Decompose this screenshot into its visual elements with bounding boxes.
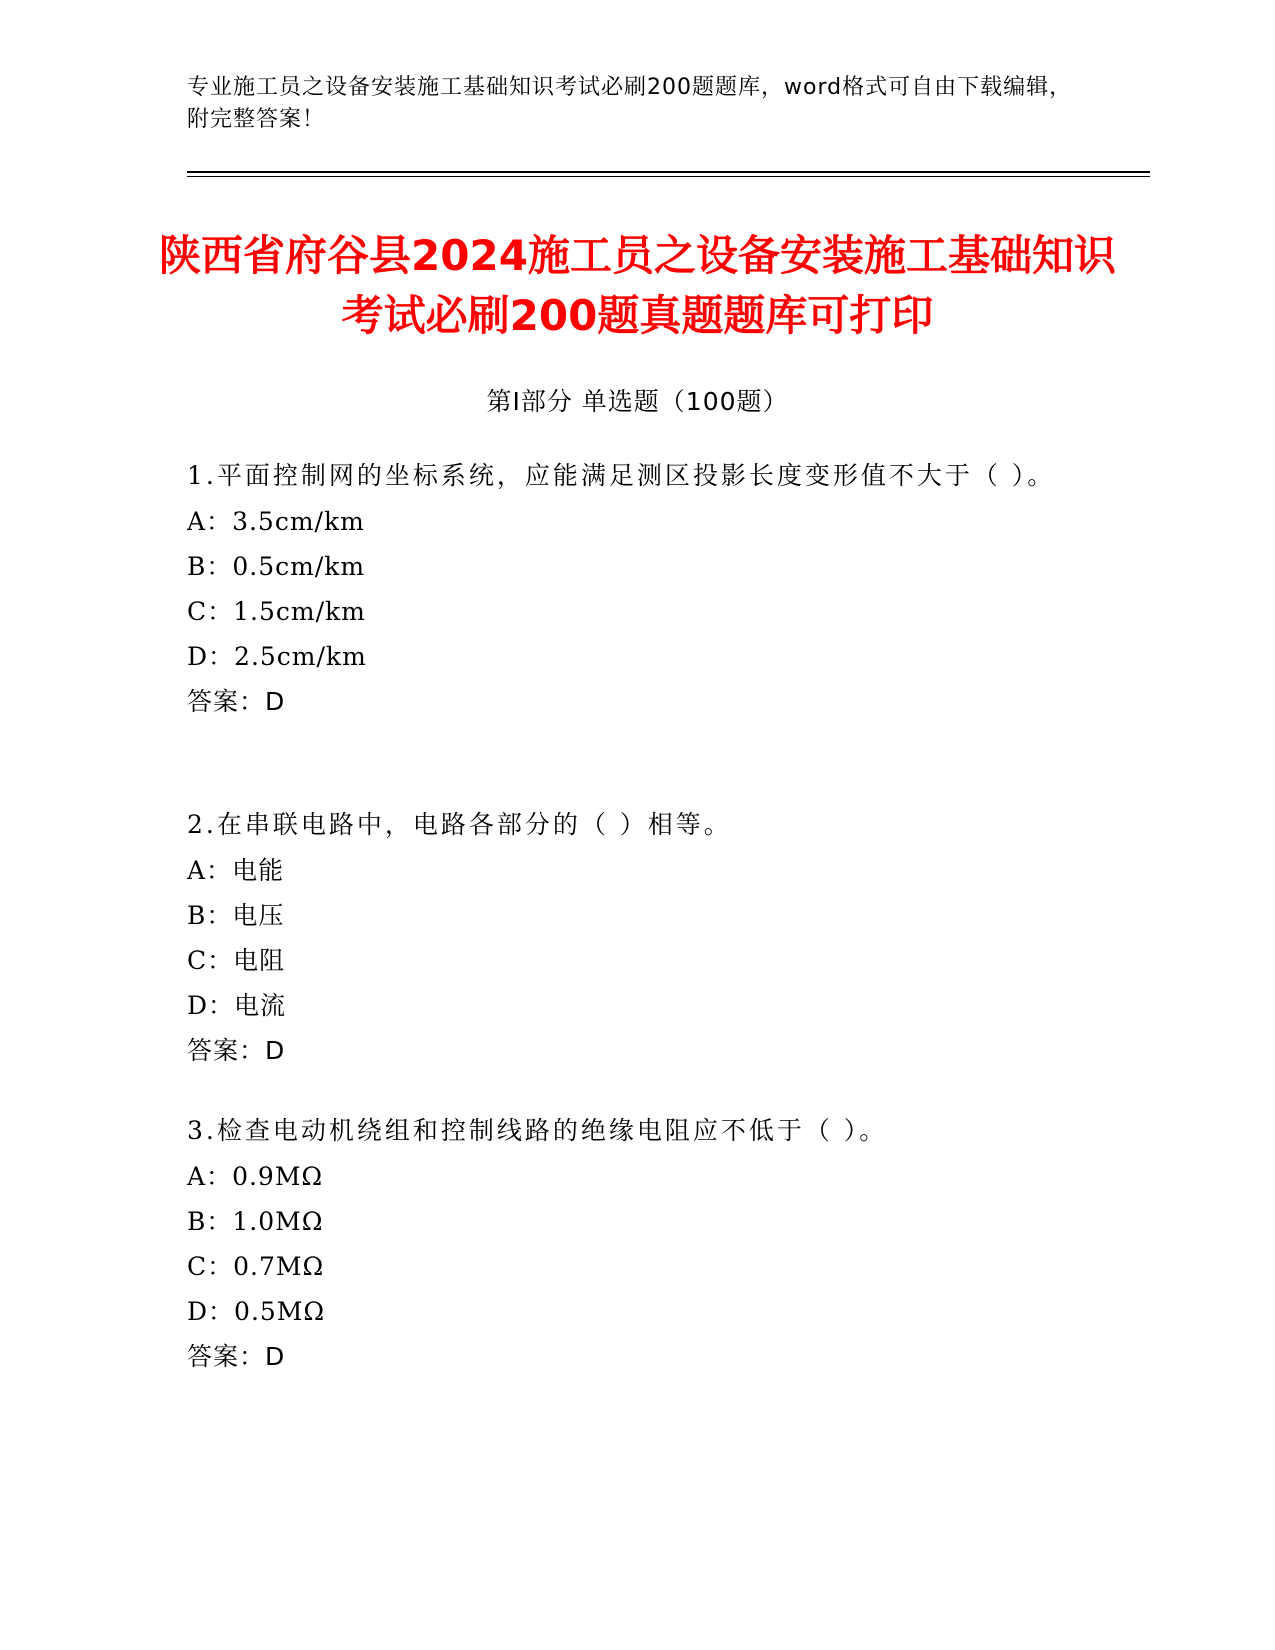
answer-value: D xyxy=(265,687,286,716)
document-title: 陕西省府谷县2024施工员之设备安装施工基础知识考试必刷200题真题题库可打印 xyxy=(159,231,1116,340)
question-stem: 2.在串联电路中，电路各部分的（ ）相等。 xyxy=(187,810,732,839)
option-d xyxy=(187,983,1087,1028)
option-text: 3.5cm/km xyxy=(232,507,365,536)
option-key: A： xyxy=(187,856,233,885)
option-b xyxy=(187,893,1087,938)
option-a xyxy=(187,1154,1087,1199)
option-b xyxy=(187,544,1087,589)
option-c xyxy=(187,938,1087,983)
header-divider-thin xyxy=(187,176,1150,177)
answer-value: D xyxy=(265,1036,286,1065)
question-stem: 1.平面控制网的坐标系统，应能满足测区投影长度变形值不大于（ ）。 xyxy=(187,461,1056,490)
option-text: 0.7MΩ xyxy=(233,1252,325,1281)
option-key: A： xyxy=(187,507,233,536)
option-text: 电流 xyxy=(234,991,287,1020)
header-note: 专业施工员之设备安装施工基础知识考试必刷200题题库，word格式可自由下载编辑，附完整答案！ xyxy=(187,75,1073,132)
option-text: 1.5cm/km xyxy=(233,597,366,626)
option-key: D： xyxy=(187,642,235,671)
option-d xyxy=(187,1289,1087,1334)
answer-line xyxy=(187,679,1087,725)
question-stem: 3.检查电动机绕组和控制线路的绝缘电阻应不低于（ ）。 xyxy=(187,1116,888,1145)
option-b xyxy=(187,1199,1087,1244)
option-text: 电压 xyxy=(232,901,285,930)
option-text: 电能 xyxy=(232,856,285,885)
option-key: A： xyxy=(187,1162,233,1191)
option-key: C： xyxy=(187,946,234,975)
option-c xyxy=(187,1244,1087,1289)
question-3 xyxy=(187,1108,1087,1380)
option-text: 0.5MΩ xyxy=(234,1297,326,1326)
answer-label: 答案： xyxy=(187,1342,266,1371)
answer-value: D xyxy=(265,1342,286,1371)
option-key: B： xyxy=(187,1207,233,1236)
option-text: 电阻 xyxy=(233,946,286,975)
option-text: 2.5cm/km xyxy=(234,642,367,671)
answer-line xyxy=(187,1028,1087,1074)
question-1 xyxy=(187,453,1087,725)
option-text: 0.5cm/km xyxy=(232,552,366,581)
option-text: 1.0MΩ xyxy=(232,1207,324,1236)
answer-label: 答案： xyxy=(187,687,266,716)
question-2 xyxy=(187,802,1087,1074)
option-key: D： xyxy=(187,991,235,1020)
option-d xyxy=(187,634,1087,679)
option-key: D： xyxy=(187,1297,235,1326)
section-title: 第Ⅰ部分 单选题（100题） xyxy=(486,387,789,416)
option-a xyxy=(187,499,1087,544)
option-key: C： xyxy=(187,597,234,626)
option-key: C： xyxy=(187,1252,234,1281)
answer-line xyxy=(187,1334,1087,1380)
answer-label: 答案： xyxy=(187,1036,266,1065)
option-a xyxy=(187,848,1087,893)
option-text: 0.9MΩ xyxy=(232,1162,324,1191)
option-key: B： xyxy=(187,552,233,581)
option-key: B： xyxy=(187,901,233,930)
option-c xyxy=(187,589,1087,634)
header-divider-thick xyxy=(187,171,1150,173)
